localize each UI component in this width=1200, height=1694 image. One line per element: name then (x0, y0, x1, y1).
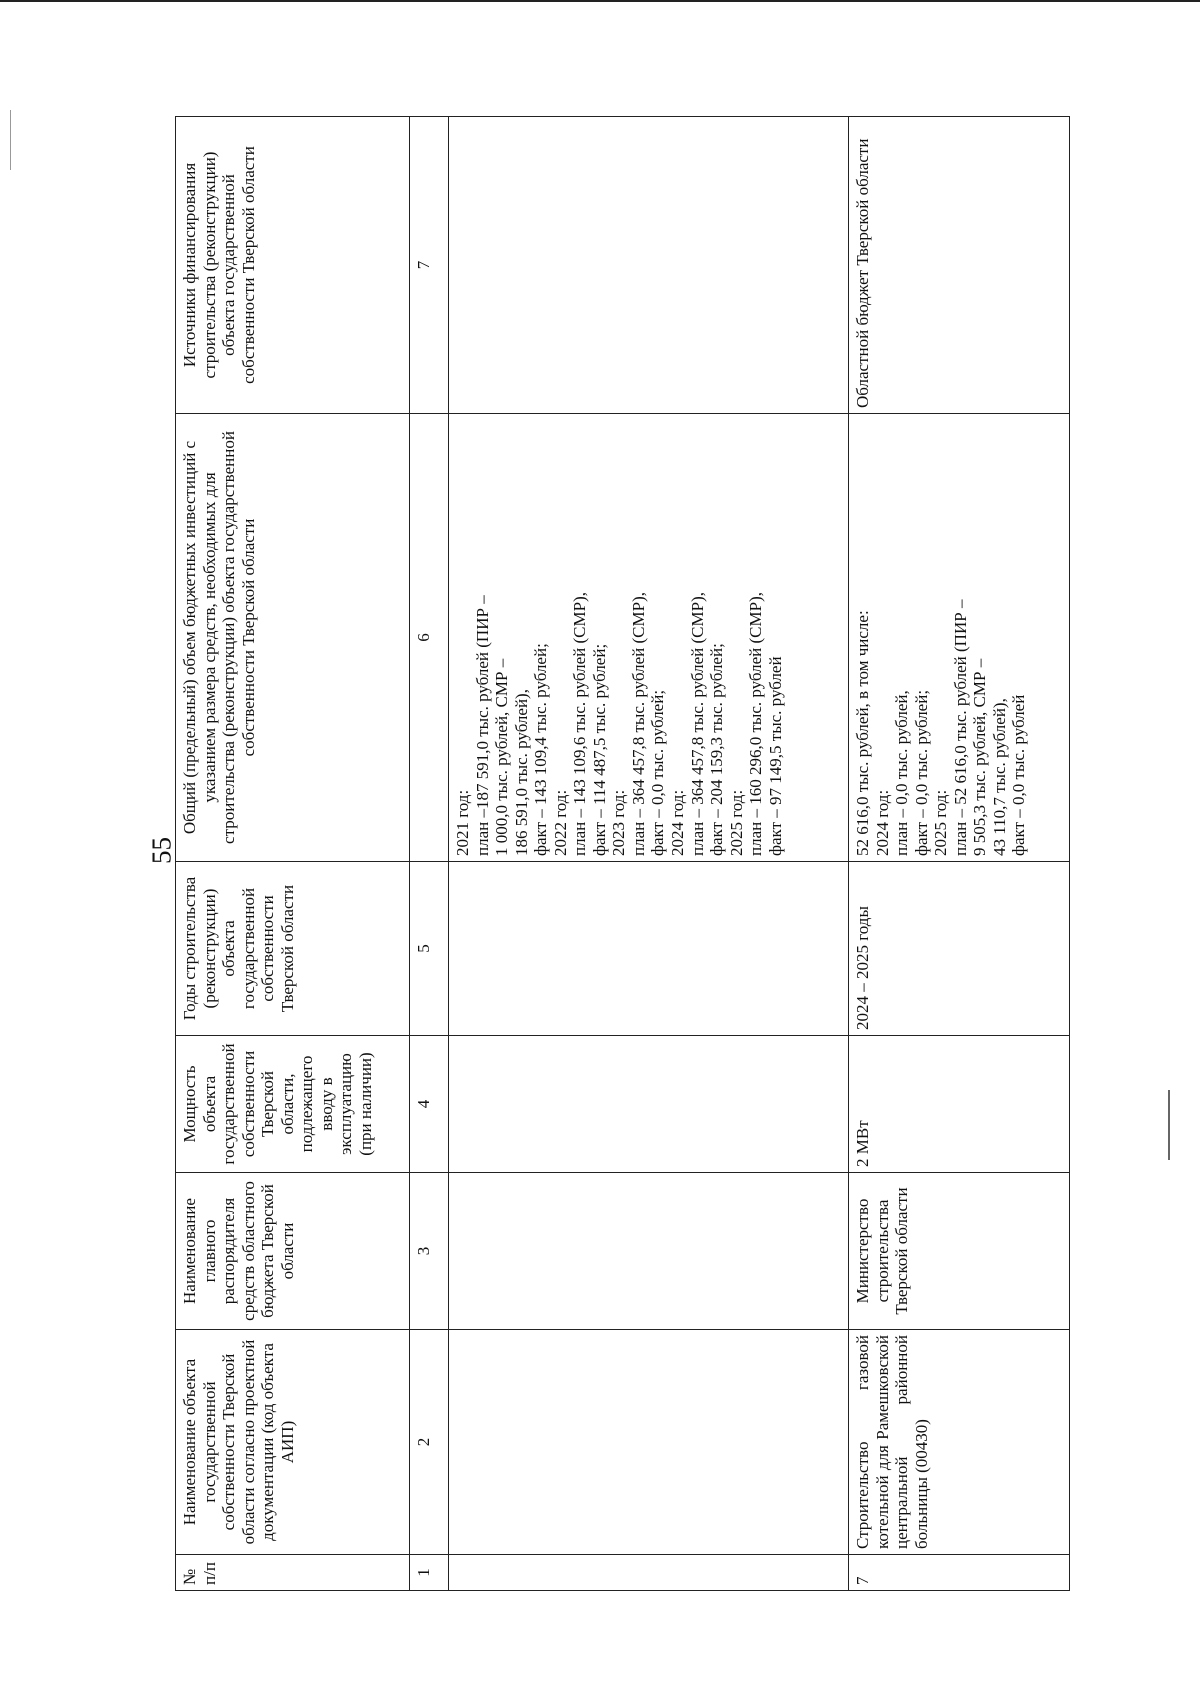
volume-line: план – 364 457,8 тыс. рублей (СМР), (628, 591, 648, 856)
volume-line: факт – 204 159,3 тыс. рублей; (707, 643, 727, 856)
volume-line: план – 0,0 тыс. рублей, (892, 690, 912, 856)
header-capacity: Мощность объекта государственной собственности Тверской области, подлежащего вводу в эксплуатацию (при наличии) (176, 1036, 410, 1173)
rotated-table-container (175, 117, 1070, 1591)
volume-line: факт – 114 487,5 тыс. рублей; (589, 643, 609, 856)
volume-line: факт – 0,0 тыс. рублей; (911, 689, 931, 856)
object-investment-volume (849, 414, 1070, 862)
column-number: 3 (410, 1173, 449, 1330)
continuation-number-cell (449, 1555, 849, 1591)
scan-top-border (0, 0, 1200, 2)
volume-line: 43 110,7 тыс. рублей), (989, 698, 1009, 856)
volume-line: план – 143 109,6 тыс. рублей (СМР), (570, 591, 590, 856)
column-number-row (410, 117, 449, 1591)
volume-line: 2024 год: (872, 789, 892, 856)
column-number: 4 (410, 1036, 449, 1173)
investment-table (175, 116, 1070, 1591)
continuation-row (449, 117, 849, 1591)
continuation-volume-cell (449, 414, 849, 862)
object-funding-source: Областной бюджет Тверской области (849, 117, 1070, 414)
volume-line: 52 616,0 тыс. рублей, в том числе: (853, 610, 872, 856)
object-number: 7 (849, 1555, 1070, 1591)
volume-line: план – 52 616,0 тыс. рублей (ПИР – (950, 599, 970, 856)
object-name: Строительство газовой котельной для Рамешковской центральной районной больницы (00430) (849, 1330, 1070, 1555)
volume-line: 9 505,3 тыс. рублей, СМР – (970, 658, 990, 856)
volume-line: план – 364 457,8 тыс. рублей (СМР), (687, 591, 707, 856)
column-number: 1 (410, 1555, 449, 1591)
volume-line: 1 000,0 тыс. рублей, СМР – (492, 658, 512, 856)
object-budget-manager: Министерство строительства Тверской области (849, 1173, 1070, 1330)
volume-line: 2021 год: (453, 789, 472, 856)
column-number: 7 (410, 117, 449, 414)
volume-line: 2025 год: (931, 789, 951, 856)
scan-right-edge-mark (1168, 1090, 1170, 1160)
header-budget-manager: Наименование главного распорядителя средств областного бюджета Тверской области (176, 1173, 410, 1330)
column-number: 5 (410, 862, 449, 1036)
column-number: 6 (410, 414, 449, 862)
volume-line: 2022 год: (550, 789, 570, 856)
volume-line: факт – 0,0 тыс. рублей; (648, 689, 668, 856)
page-number: 55 (146, 837, 177, 864)
object-construction-years: 2024 – 2025 годы (849, 862, 1070, 1036)
continuation-capacity-cell (449, 1036, 849, 1173)
volume-line: 2024 год: (668, 789, 688, 856)
header-row (176, 117, 410, 1591)
header-object-name: Наименование объекта государственной собственности Тверской области согласно проектной документации (код объекта АИП) (176, 1330, 410, 1555)
header-number: № п/п (176, 1555, 410, 1591)
header-construction-years: Годы строительства (реконструкции) объекта государственной собственности Тверской области (176, 862, 410, 1036)
continuation-years-cell (449, 862, 849, 1036)
volume-line: план –187 591,0 тыс. рублей (ПИР – (472, 595, 492, 856)
header-funding-source: Источники финансирования строительства (реконструкции) объекта государственной собственности Тверской области (176, 117, 410, 414)
header-investment-volume: Общий (предельный) объем бюджетных инвестиций с указанием размера средств, необходимых для строительства (реконструкции) объекта государственной собственности Тверской области (176, 414, 410, 862)
volume-line: 2023 год: (609, 789, 629, 856)
scan-left-edge-mark (10, 110, 11, 170)
continuation-source-cell (449, 117, 849, 414)
continuation-manager-cell (449, 1173, 849, 1330)
volume-line: план – 160 296,0 тыс. рублей (СМР), (746, 591, 766, 856)
volume-line: 2025 год: (726, 789, 746, 856)
column-number: 2 (410, 1330, 449, 1555)
object-capacity: 2 МВт (849, 1036, 1070, 1173)
volume-line: 186 591,0 тыс. рублей), (511, 689, 531, 856)
volume-line: факт – 143 109,4 тыс. рублей; (531, 643, 551, 856)
object-row (849, 117, 1070, 1591)
volume-line: факт – 0,0 тыс. рублей (1009, 694, 1029, 856)
continuation-name-cell (449, 1330, 849, 1555)
volume-line: факт – 97 149,5 тыс. рублей (765, 656, 785, 856)
